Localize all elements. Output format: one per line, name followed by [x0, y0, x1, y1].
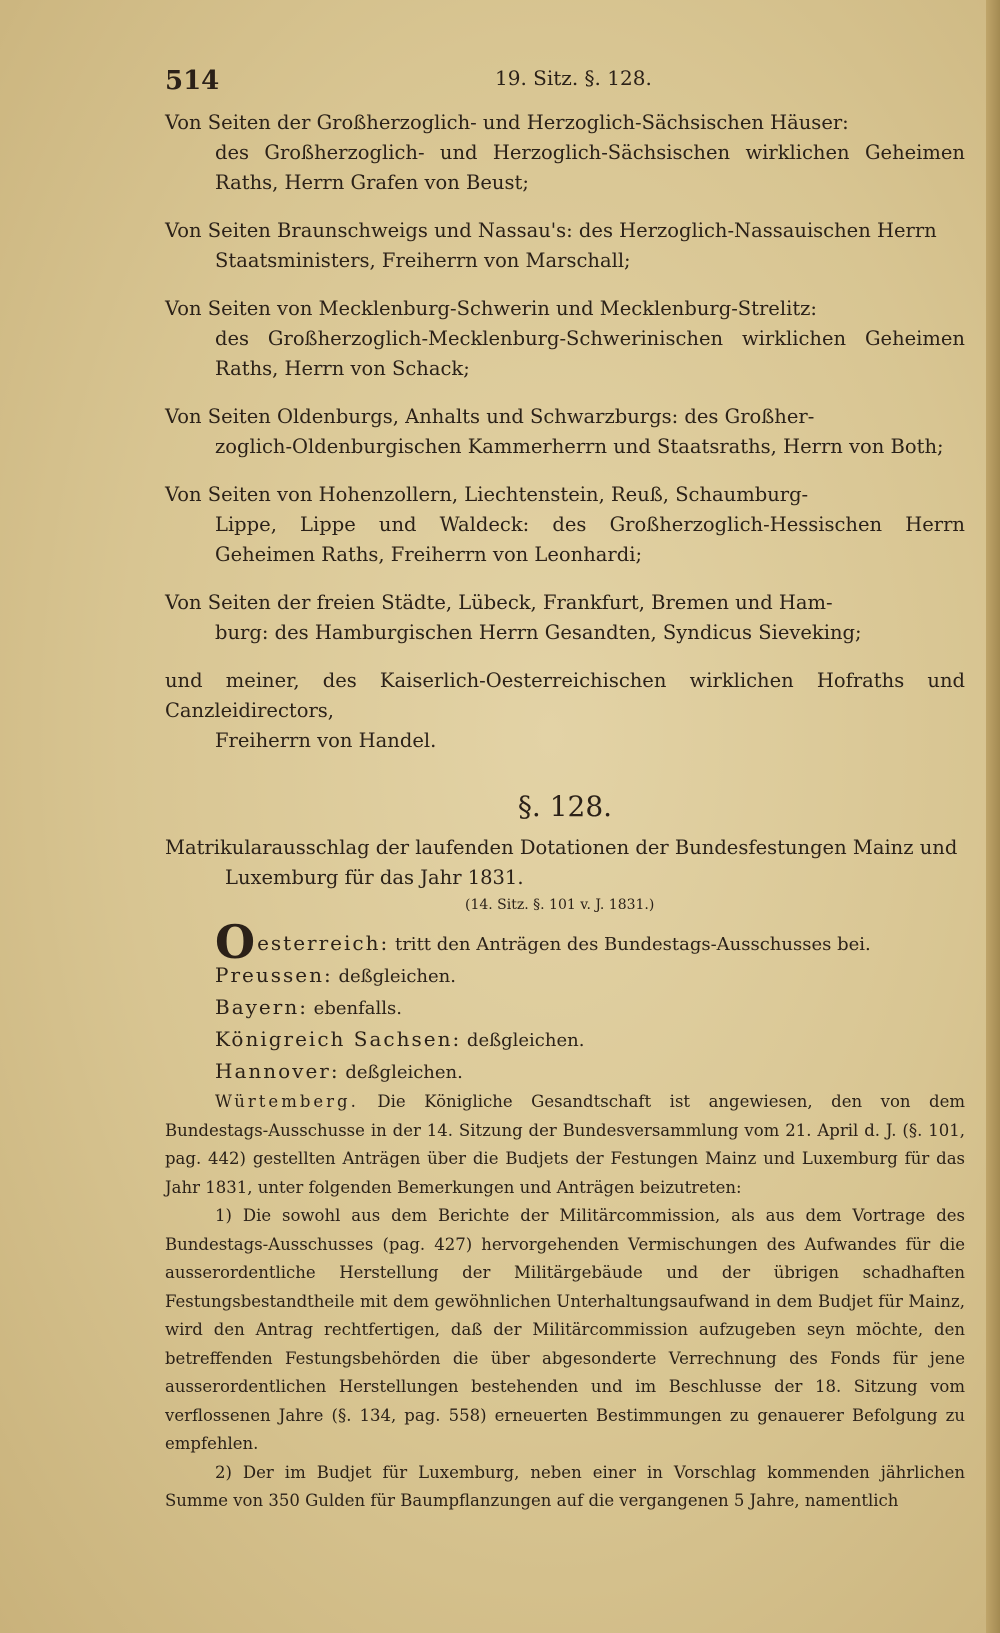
section-citation: (14. Sitz. §. 101 v. J. 1831.) [465, 897, 655, 913]
representative-paragraph [165, 480, 965, 570]
paragraph-continuation: Freiherrn von Handel. [215, 729, 437, 752]
representative-paragraph [165, 588, 965, 648]
point-1 [165, 1202, 965, 1459]
page-number: 514 [165, 66, 220, 96]
vote-row [165, 915, 965, 969]
state-name: Königreich Sachsen: [215, 1027, 462, 1051]
signatory-paragraph [165, 666, 965, 756]
point-text: 2) Der im Budjet für Luxemburg, neben einer in Vorschlag kommenden jährlichen Summe von 350 Gulden für Baumpflanzungen auf die vergangenen 5 Jahre, namentlich [165, 1462, 965, 1510]
paragraph-continuation: des Großherzoglich- und Herzoglich-Sächsischen wirklichen Geheimen Raths, Herrn Grafen von Beust; [215, 141, 965, 194]
page-body [165, 108, 965, 1516]
vote-text: deßgleichen. [338, 966, 456, 987]
representative-paragraph [165, 294, 965, 384]
vote-row [165, 960, 965, 992]
state-name: esterreich: [257, 931, 390, 955]
paragraph-continuation: des Großherzoglich-Mecklenburg-Schwerinischen wirklichen Geheimen Raths, Herrn von Schack; [215, 327, 965, 380]
paragraph-lead: Von Seiten Braunschweigs und Nassau's: des Herzoglich-Nassauischen Herrn [165, 219, 937, 242]
vote-text: ebenfalls. [313, 998, 402, 1019]
vote-text: tritt den Anträgen des Bundestags-Ausschusses bei. [394, 934, 871, 955]
point-text: 1) Die sowohl aus dem Berichte der Militärcommission, als aus dem Vortrage des Bundestags-Ausschusses (pag. 427) hervorgehenden Vermischungen des Aufwandes für die ausserordentliche Herstellung der Militärgebäude und der übrigen schadhaften Festungsbestandtheile mit dem gewöhnlichen Unterhaltungsaufwand in dem Budjet für Mainz, wird den Antrag rechtfertigen, daß der Militärcommission aufzugeben seyn möchte, den betreffenden Festungsbehörden die über abgesonderte Verrechnung des Fonds für jene ausserordentlichen Herstellungen bestehenden und im Beschlusse der 18. Sitzung vom verflossenen Jahre (§. 134, pag. 558) erneuerten Bestimmungen zu genauerer Befolgung zu empfehlen. [165, 1206, 965, 1453]
subject-line-1: Matrikularausschlag der laufenden Dotationen der Bundesfestungen Mainz und [165, 836, 958, 859]
vote-row [165, 1024, 965, 1056]
running-title: 19. Sitz. §. 128. [495, 66, 652, 90]
paragraph-lead: Von Seiten Oldenburgs, Anhalts und Schwarzburgs: des Großher- [165, 405, 815, 428]
state-name: Preussen: [215, 963, 333, 987]
section-heading: §. 128. [517, 790, 613, 823]
drop-cap: O [215, 915, 256, 969]
paragraph-lead: Von Seiten der Großherzoglich- und Herzoglich-Sächsischen Häuser: [165, 111, 849, 134]
vote-row [165, 992, 965, 1024]
point-2 [165, 1459, 965, 1516]
page-edge [986, 0, 1000, 1633]
state-name: Hannover: [215, 1059, 340, 1083]
representative-paragraph [165, 108, 965, 198]
vote-text: deßgleichen. [345, 1062, 463, 1083]
paragraph-lead: Von Seiten von Mecklenburg-Schwerin und Mecklenburg-Strelitz: [165, 297, 817, 320]
state-name: Bayern: [215, 995, 308, 1019]
page-header [165, 62, 965, 102]
vote-text: deßgleichen. [466, 1030, 585, 1051]
paragraph-continuation: Lippe, Lippe und Waldeck: des Großherzoglich-Hessischen Herrn Geheimen Raths, Freiherrn von Leonhardi; [215, 513, 965, 566]
paragraph-lead: Von Seiten von Hohenzollern, Liechtenstein, Reuß, Schaumburg- [165, 483, 809, 506]
paragraph-lead: und meiner, des Kaiserlich-Oesterreichischen wirklichen Hofraths und Canzleidirectors, [165, 669, 965, 722]
state-name: Würtemberg. [215, 1092, 359, 1111]
paragraph-continuation: Staatsministers, Freiherrn von Marschall; [215, 249, 631, 272]
paragraph-continuation: burg: des Hamburgischen Herrn Gesandten, Syndicus Sieveking; [215, 621, 862, 644]
section-subject [165, 833, 965, 893]
representative-paragraph [165, 402, 965, 462]
paragraph-continuation: zoglich-Oldenburgischen Kammerherrn und Staatsraths, Herrn von Both; [215, 435, 944, 458]
statement-text: Die Königliche Gesandtschaft ist angewiesen, den von dem Bundestags-Ausschusse in der 14. Sitzung der Bundesversammlung vom 21. April d. J. (§. 101, pag. 442) gestellten Anträgen über die Budjets der Festungen Mainz und Luxemburg für das Jahr 1831, unter folgenden Bemerkungen und Anträgen beizutreten: [165, 1092, 965, 1197]
vote-row [165, 1056, 965, 1088]
representative-paragraph [165, 216, 965, 276]
paragraph-lead: Von Seiten der freien Städte, Lübeck, Frankfurt, Bremen und Ham- [165, 591, 833, 614]
subject-line-2: Luxemburg für das Jahr 1831. [225, 866, 524, 889]
wuerttemberg-statement [165, 1088, 965, 1202]
